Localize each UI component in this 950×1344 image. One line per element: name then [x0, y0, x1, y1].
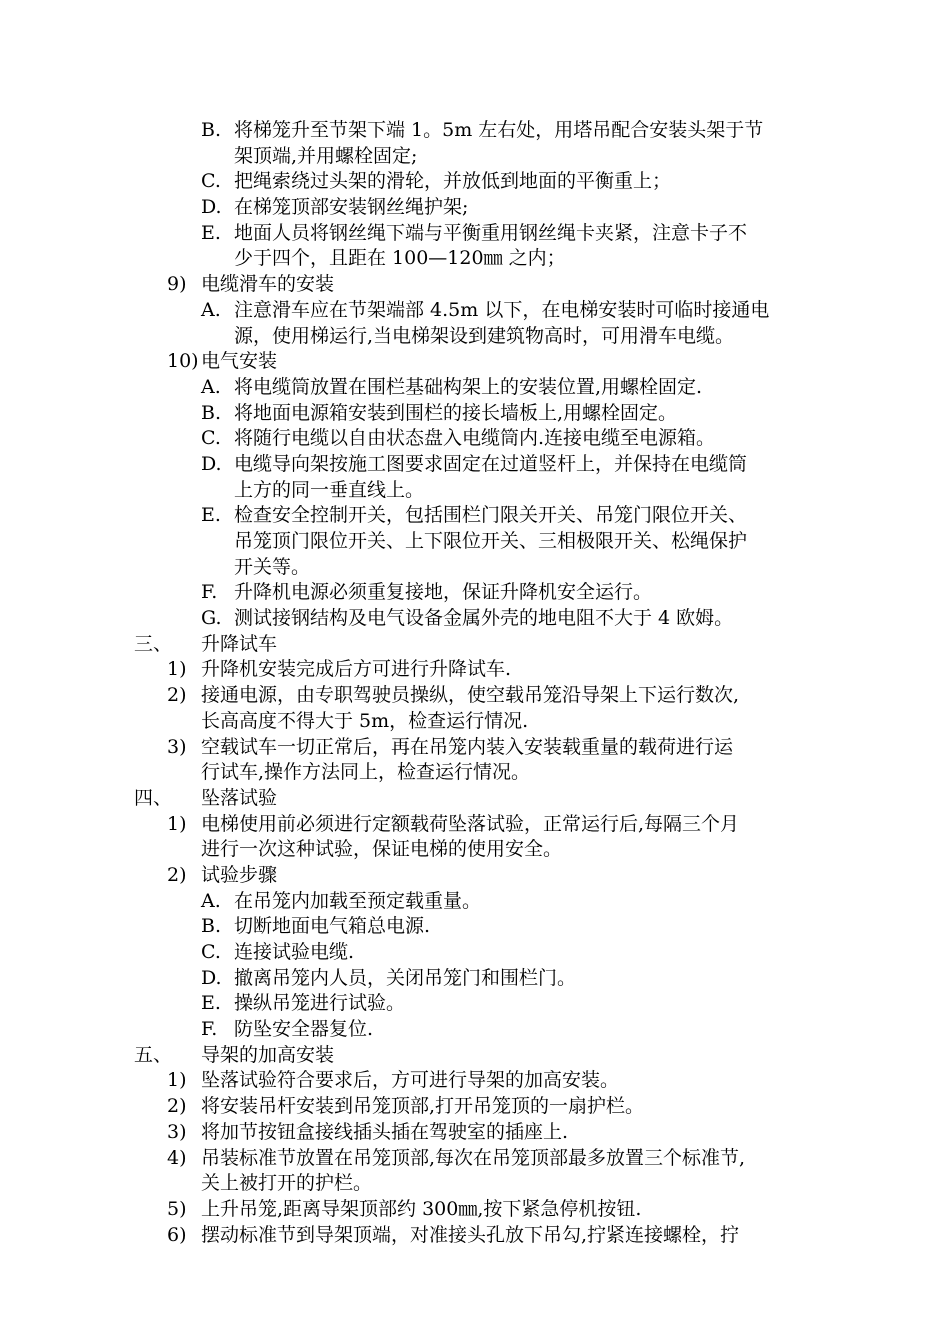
list-text: 撤离吊笼内人员，关闭吊笼门和围栏门。: [234, 966, 577, 989]
list-marker: 1): [167, 658, 187, 681]
list-item: [0, 735, 950, 761]
list-text: 源，使用梯运行,当电梯架设到建筑物高时，可用滑车电缆。: [234, 324, 735, 347]
list-marker: 四、: [134, 786, 173, 809]
list-item: [0, 118, 950, 144]
list-text: 地面人员将钢丝绳下端与平衡重用钢丝绳卡夹紧，注意卡子不: [234, 221, 748, 244]
list-marker: B.: [201, 119, 222, 141]
list-marker: D.: [201, 196, 222, 219]
list-item: [0, 812, 950, 838]
list-text: 将地面电源箱安装到围栏的接长墙板上,用螺栓固定。: [234, 401, 678, 424]
list-text: 防坠安全器复位.: [234, 1018, 374, 1041]
list-marker: 5): [167, 1197, 187, 1220]
list-text: 连接试验电缆.: [234, 941, 355, 963]
list-item: [0, 1197, 950, 1223]
list-marker: E.: [201, 221, 221, 244]
list-item-continuation: [0, 324, 950, 350]
list-text: 电梯使用前必须进行定额载荷坠落试验，正常运行后,每隔三个月: [201, 812, 740, 835]
list-text: 电缆导向架按施工图要求固定在过道竖杆上，并保持在电缆筒: [234, 452, 748, 475]
list-text: 升降机电源必须重复接地，保证升降机安全运行。: [234, 581, 653, 604]
list-item: [0, 632, 950, 658]
list-text: 操纵吊笼进行试验。: [234, 992, 406, 1015]
list-item: [0, 195, 950, 221]
list-text: 导架的加高安装: [201, 1043, 335, 1066]
list-item-continuation: [0, 760, 950, 786]
list-text: 电气安装: [201, 350, 278, 373]
list-marker: 五、: [134, 1043, 173, 1066]
list-item: [0, 375, 950, 401]
list-item: [0, 452, 950, 478]
list-marker: 2): [167, 863, 187, 886]
list-marker: C.: [201, 941, 221, 963]
list-item-continuation: [0, 144, 950, 170]
list-text: 摆动标准节到导架顶端，对准接头孔放下吊勾,拧紧连接螺栓，拧: [201, 1223, 740, 1246]
list-marker: F.: [201, 581, 218, 604]
list-text: 少于四个，且距在 100—120㎜ 之内；: [234, 247, 566, 270]
list-text: 将加节按钮盒接线插头插在驾驶室的插座上.: [201, 1120, 569, 1143]
list-item: [0, 1223, 950, 1249]
list-text: 关上被打开的护栏。: [201, 1172, 373, 1195]
list-item: [0, 349, 950, 375]
list-text: 吊装标准节放置在吊笼顶部,每次在吊笼顶部最多放置三个标准节,: [201, 1146, 746, 1169]
list-text: 上升吊笼,距离导架顶部约 300㎜,按下紧急停机按钮.: [201, 1197, 642, 1220]
list-item: [0, 657, 950, 683]
list-item: [0, 786, 950, 812]
list-marker: 9): [167, 273, 187, 296]
list-item-continuation: [0, 246, 950, 272]
list-text: 测试接钢结构及电气设备金属外壳的地电阻不大于 4 欧姆。: [234, 607, 734, 630]
list-marker: 2): [167, 1095, 187, 1118]
list-item: [0, 863, 950, 889]
list-marker: C.: [201, 170, 221, 193]
list-text: 将随行电缆以自由状态盘入电缆筒内.连接电缆至电源箱。: [234, 427, 716, 450]
list-text: 进行一次这种试验，保证电梯的使用安全。: [201, 838, 563, 861]
list-item-continuation: [0, 529, 950, 555]
list-item: [0, 272, 950, 298]
list-marker: 3): [167, 1120, 187, 1143]
list-text: 长高高度不得大于 5m，检查运行情况.: [201, 709, 529, 732]
list-text: 切断地面电气箱总电源.: [234, 915, 431, 938]
list-item-continuation: [0, 1171, 950, 1197]
list-marker: 三、: [134, 632, 173, 655]
list-item-continuation: [0, 555, 950, 581]
list-marker: 4): [167, 1146, 187, 1169]
list-text: 注意滑车应在节架端部 4.5m 以下，在电梯安装时可临时接通电: [234, 298, 770, 321]
list-marker: B.: [201, 915, 222, 938]
list-text: 检查安全控制开关，包括围栏门限关开关、吊笼门限位开关、: [234, 504, 748, 527]
list-marker: D.: [201, 452, 222, 475]
list-item: [0, 503, 950, 529]
list-text: 行试车,操作方法同上，检查运行情况。: [201, 761, 531, 784]
list-item: [0, 580, 950, 606]
list-marker: D.: [201, 966, 222, 989]
list-marker: E.: [201, 992, 221, 1015]
list-text: 开关等。: [234, 555, 311, 578]
list-text: 将梯笼升至节架下端 1。5m 左右处，用塔吊配合安装头架于节: [234, 119, 764, 141]
list-text: 升降机安装完成后方可进行升降试车.: [201, 658, 512, 681]
list-marker: 1): [167, 1069, 187, 1092]
document-page: [0, 118, 950, 1248]
list-item: [0, 940, 950, 966]
list-marker: G.: [201, 607, 222, 630]
list-item: [0, 1094, 950, 1120]
list-text: 将电缆筒放置在围栏基础构架上的安装位置,用螺栓固定.: [234, 375, 703, 398]
list-item: [0, 426, 950, 452]
list-item-continuation: [0, 709, 950, 735]
list-marker: E.: [201, 504, 221, 527]
list-text: 上方的同一垂直线上。: [234, 478, 425, 501]
list-marker: F.: [201, 1018, 218, 1041]
list-marker: 3): [167, 735, 187, 758]
list-item: [0, 914, 950, 940]
list-text: 接通电源，由专职驾驶员操纵，使空载吊笼沿导架上下运行数次,: [201, 684, 740, 707]
list-text: 坠落试验: [201, 786, 278, 809]
list-item: [0, 1146, 950, 1172]
list-marker: A.: [201, 298, 221, 321]
list-item: [0, 683, 950, 709]
list-text: 架顶端,并用螺栓固定;: [234, 144, 418, 167]
list-text: 电缆滑车的安装: [201, 273, 335, 296]
list-item: [0, 401, 950, 427]
list-item: [0, 1017, 950, 1043]
list-item: [0, 889, 950, 915]
list-text: 吊笼顶门限位开关、上下限位开关、三相极限开关、松绳保护: [234, 530, 748, 552]
list-item: [0, 991, 950, 1017]
list-marker: 10): [167, 350, 199, 373]
list-item: [0, 966, 950, 992]
list-marker: A.: [201, 375, 221, 398]
list-item: [0, 1043, 950, 1069]
list-item: [0, 298, 950, 324]
list-marker: C.: [201, 427, 221, 450]
list-item: [0, 1068, 950, 1094]
list-item-continuation: [0, 837, 950, 863]
list-text: 坠落试验符合要求后，方可进行导架的加高安装。: [201, 1069, 620, 1092]
list-text: 在吊笼内加载至预定载重量。: [234, 889, 482, 912]
list-item: [0, 169, 950, 195]
list-text: 把绳索绕过头架的滑轮，并放低到地面的平衡重上；: [234, 170, 672, 193]
list-marker: 1): [167, 812, 187, 835]
list-text: 在梯笼顶部安装钢丝绳护架;: [234, 196, 469, 219]
list-text: 空载试车一切正常后，再在吊笼内装入安装载重量的载荷进行运: [201, 735, 734, 758]
list-item-continuation: [0, 478, 950, 504]
list-marker: 6): [167, 1223, 187, 1246]
list-item: [0, 221, 950, 247]
list-marker: 2): [167, 684, 187, 707]
list-item: [0, 606, 950, 632]
list-item: [0, 1120, 950, 1146]
list-marker: B.: [201, 401, 222, 424]
list-text: 升降试车: [201, 632, 278, 655]
list-marker: A.: [201, 889, 221, 912]
list-text: 试验步骤: [201, 863, 278, 886]
list-text: 将安装吊杆安装到吊笼顶部,打开吊笼顶的一扇护栏。: [201, 1095, 645, 1118]
